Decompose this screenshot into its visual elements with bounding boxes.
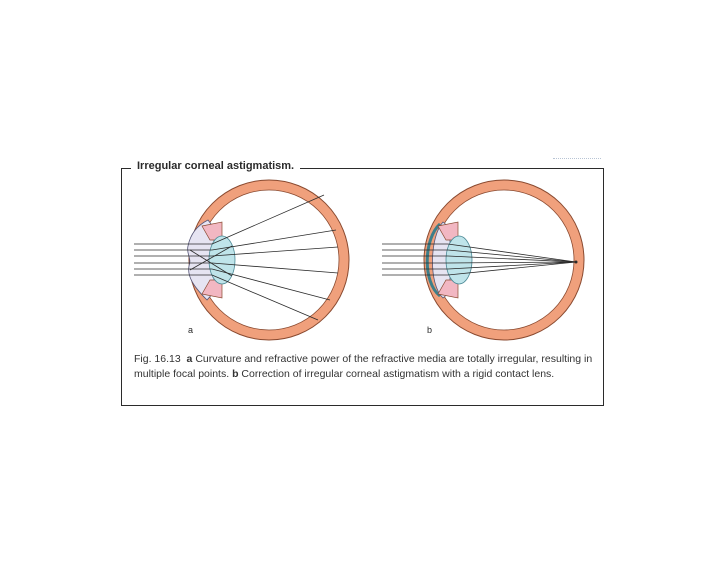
caption-part-a-label: a [186, 353, 193, 365]
panel-b-label: b [427, 325, 433, 335]
panel-a-label: a [188, 325, 194, 335]
figure-caption [134, 352, 596, 382]
panel-b-lens [446, 236, 472, 284]
caption-fig-number: Fig. 16.13 [134, 353, 181, 365]
caption-part-a-text: Curvature and refractive power of the refractive media are totally irregular, resulting in multiple focal points. [134, 353, 593, 380]
panel-a-eye [134, 180, 349, 340]
panel-b-focal-point [575, 261, 578, 264]
caption-part-b-text: Correction of irregular corneal astigmatism with a rigid contact lens. [241, 368, 555, 380]
panel-b-eye [382, 180, 584, 340]
figure-title: Irregular corneal astigmatism. [131, 160, 300, 172]
caption-part-b-label: b [232, 368, 239, 380]
